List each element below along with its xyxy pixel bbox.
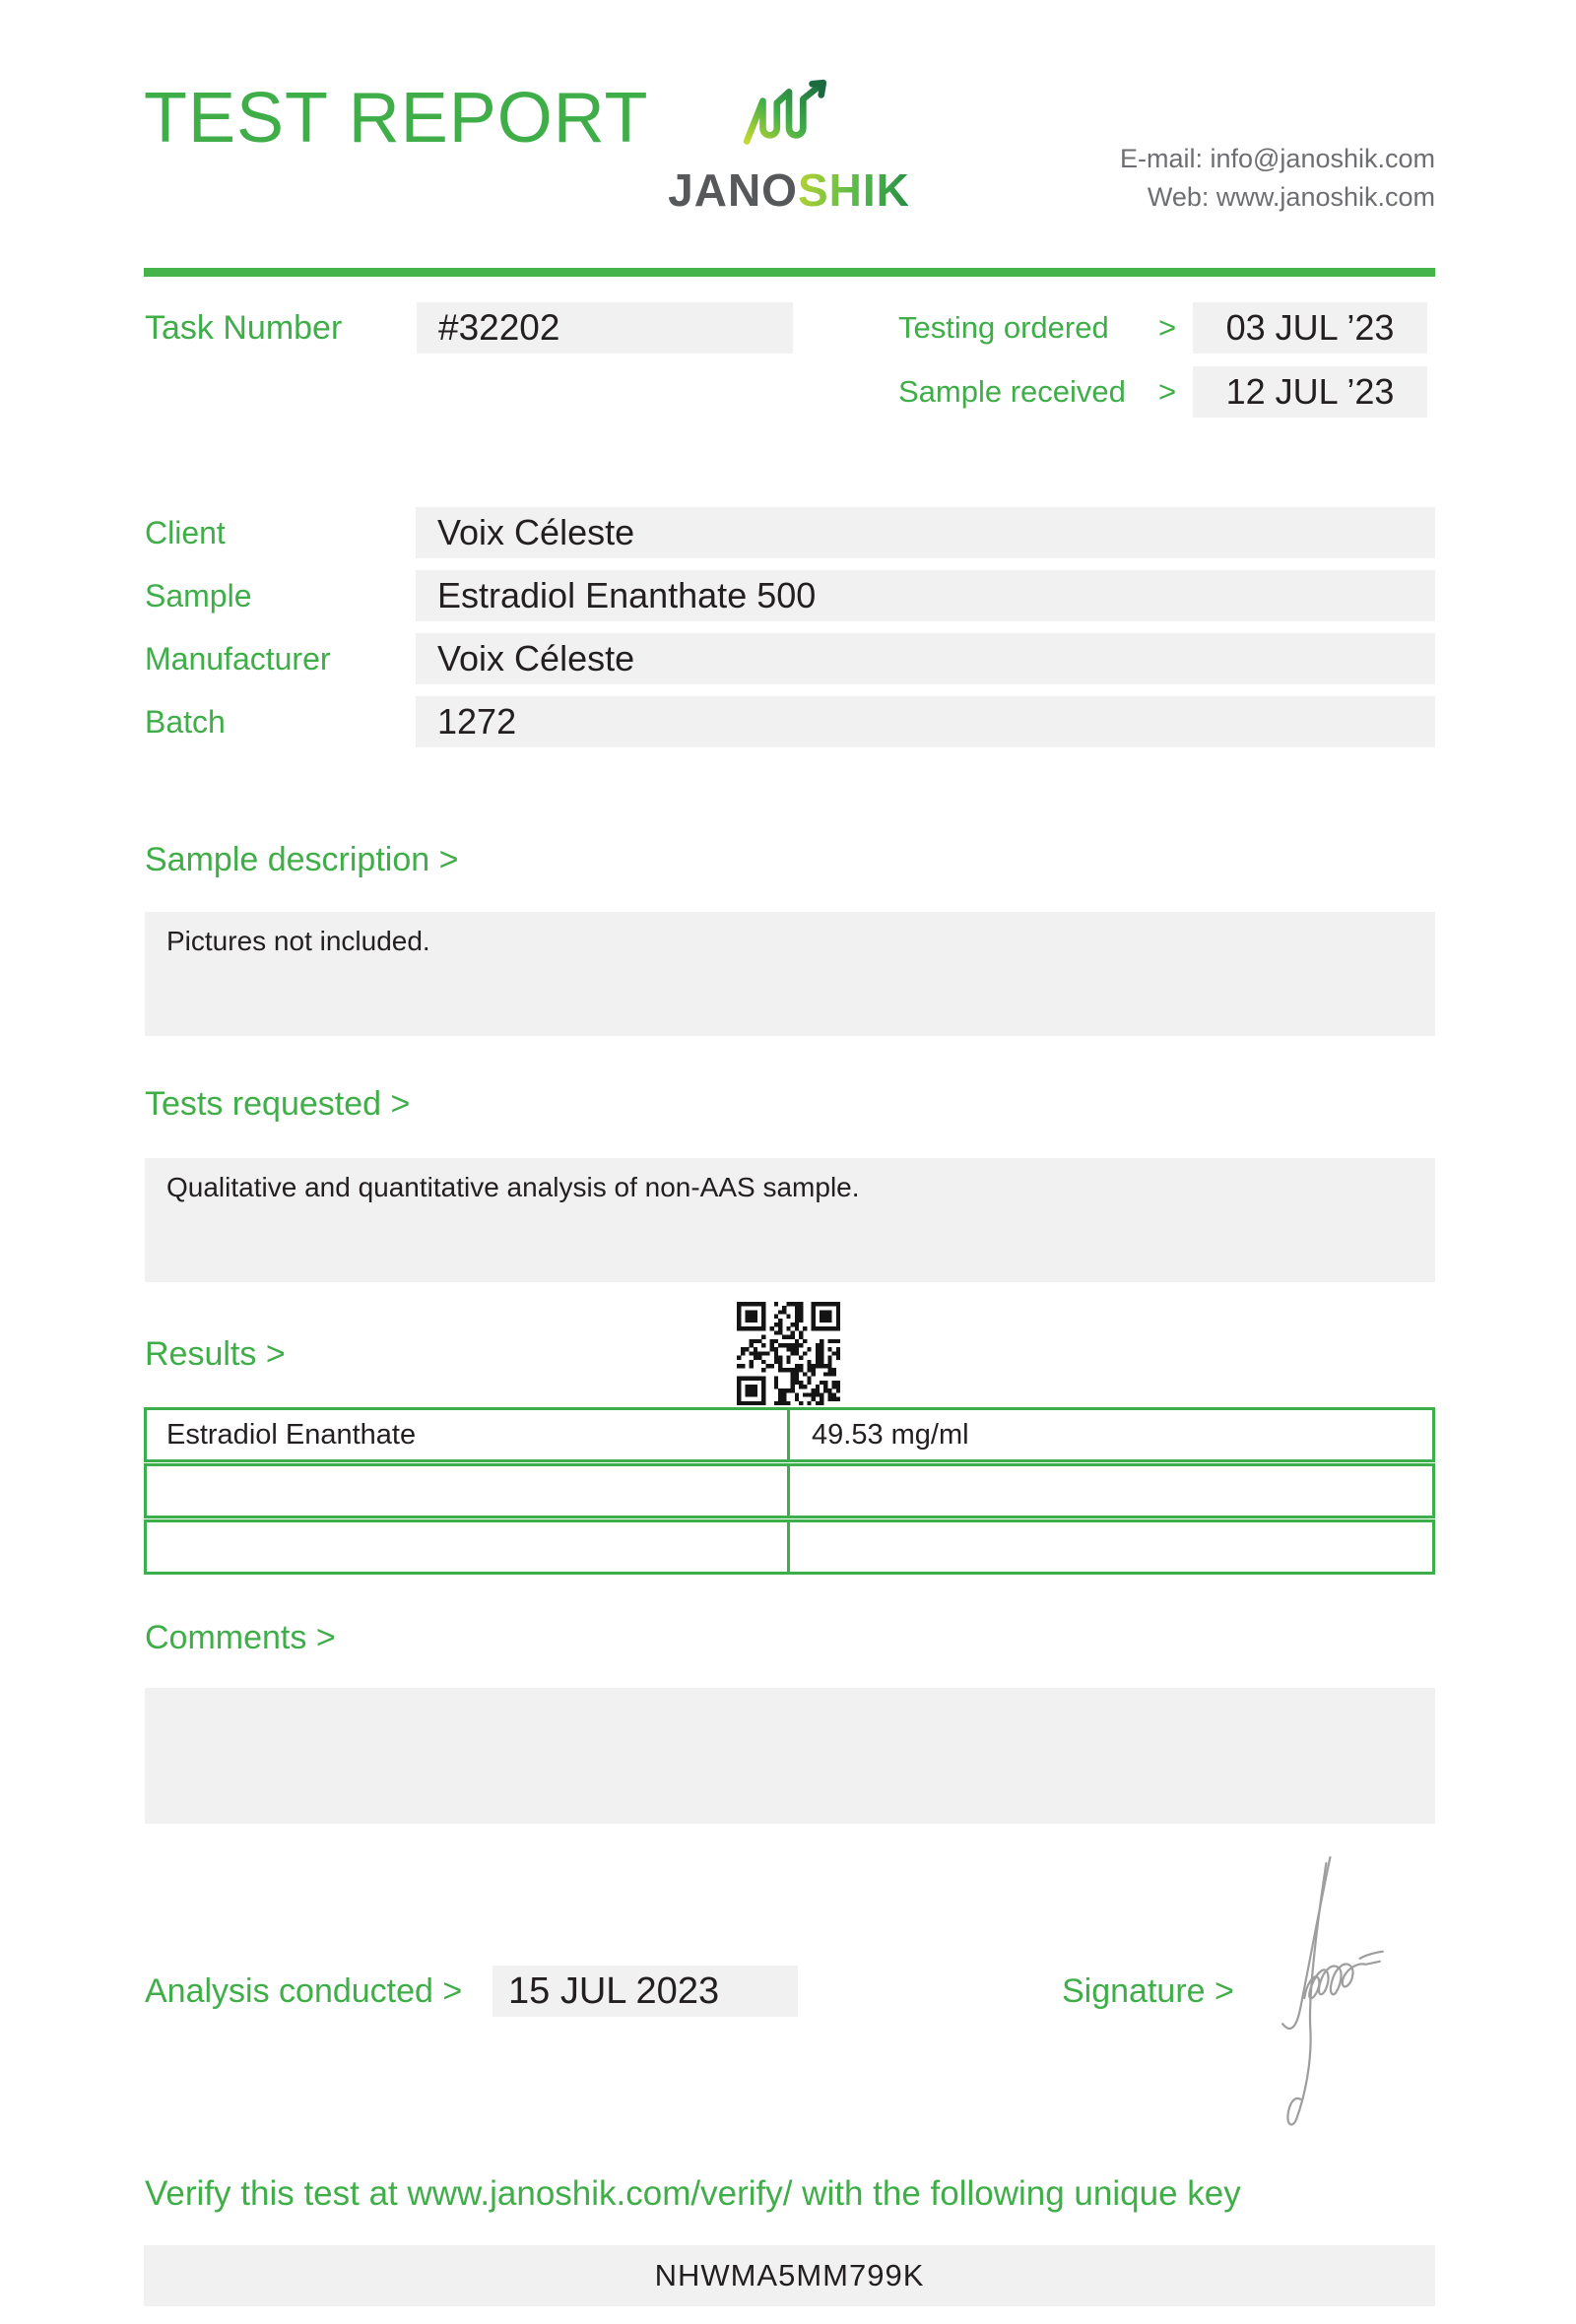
qr-code xyxy=(737,1302,840,1405)
contact-email-line xyxy=(943,140,1435,178)
header-divider xyxy=(144,268,1435,277)
page-title: TEST REPORT xyxy=(144,79,649,158)
task-number-value: #32202 xyxy=(417,302,793,354)
email-value: info@janoshik.com xyxy=(1210,144,1435,173)
testing-ordered-arrow: > xyxy=(1158,310,1177,345)
web-value: www.janoshik.com xyxy=(1215,182,1435,212)
signature-label: Signature > xyxy=(1062,1972,1234,2010)
verify-instruction: Verify this test at www.janoshik.com/verify/ with the following unique key xyxy=(145,2174,1241,2213)
sample-label: Sample xyxy=(145,578,252,613)
result-value-cell xyxy=(790,1522,1432,1572)
analysis-conducted-label: Analysis conducted > xyxy=(145,1972,463,2010)
sample-value: Estradiol Enanthate 500 xyxy=(416,570,1435,621)
comments-box xyxy=(145,1688,1435,1824)
tests-requested-heading: Tests requested > xyxy=(145,1085,411,1123)
results-table-row xyxy=(144,1407,1435,1462)
verify-key: NHWMA5MM799K xyxy=(144,2245,1435,2306)
email-label: E-mail: xyxy=(1119,144,1203,173)
batch-label: Batch xyxy=(145,704,226,740)
results-table-row xyxy=(144,1463,1435,1518)
tests-requested-box: Qualitative and quantitative analysis of non-AAS sample. xyxy=(145,1158,1435,1282)
janoshik-logo-wordmark xyxy=(666,163,912,217)
comments-heading: Comments > xyxy=(145,1619,336,1656)
logo-word-shik: SHIK xyxy=(797,164,910,216)
results-table xyxy=(144,1407,1435,1576)
analysis-date-value: 15 JUL 2023 xyxy=(492,1966,798,2017)
sample-received-label: Sample received xyxy=(898,374,1126,409)
results-table-row xyxy=(144,1519,1435,1575)
logo-word-jano: JANO xyxy=(668,164,798,216)
sample-received-value: 12 JUL ’23 xyxy=(1193,366,1427,418)
client-label: Client xyxy=(145,515,226,550)
client-value: Voix Céleste xyxy=(416,507,1435,558)
janoshik-chart-logo-icon xyxy=(743,79,833,161)
result-analyte-cell xyxy=(147,1522,790,1572)
sample-description-box: Pictures not included. xyxy=(145,912,1435,1036)
result-analyte-cell: Estradiol Enanthate xyxy=(147,1410,790,1459)
contact-web-line xyxy=(943,178,1435,217)
sample-received-arrow: > xyxy=(1158,374,1177,409)
batch-value: 1272 xyxy=(416,696,1435,747)
contact-block xyxy=(943,140,1435,217)
web-label: Web: xyxy=(1147,182,1210,212)
testing-ordered-label: Testing ordered xyxy=(898,310,1109,345)
sample-description-heading: Sample description > xyxy=(145,841,459,878)
results-heading: Results > xyxy=(145,1335,286,1373)
result-value-cell: 49.53 mg/ml xyxy=(812,1419,969,1451)
manufacturer-label: Manufacturer xyxy=(145,641,331,677)
task-number-label: Task Number xyxy=(145,309,343,347)
result-value-cell xyxy=(790,1466,1432,1516)
result-analyte-cell xyxy=(147,1466,790,1516)
testing-ordered-value: 03 JUL ’23 xyxy=(1193,302,1427,354)
manufacturer-value: Voix Céleste xyxy=(416,633,1435,684)
signature-handwriting xyxy=(1269,1849,1412,2137)
